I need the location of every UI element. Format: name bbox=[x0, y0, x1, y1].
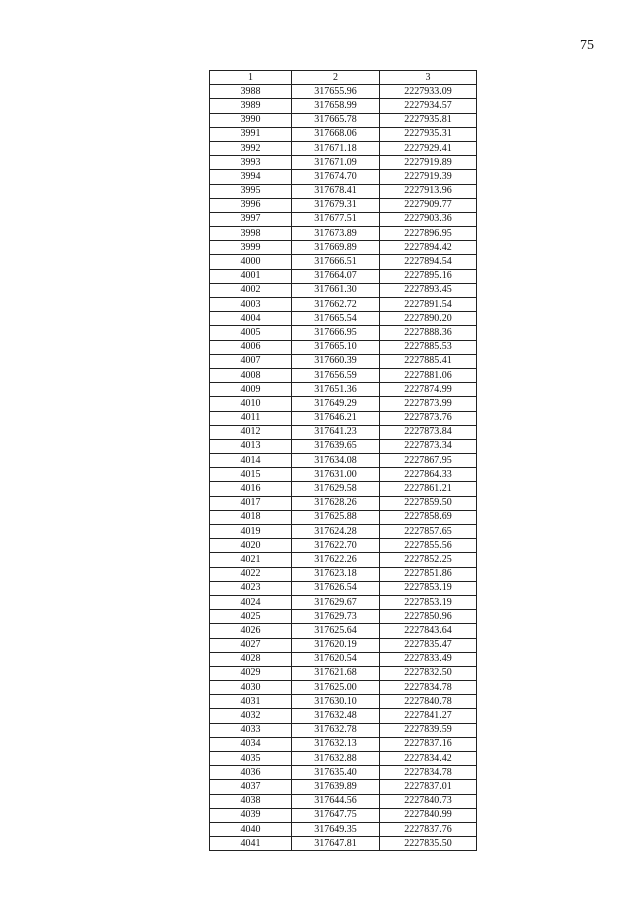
x-coordinate-cell: 317639.89 bbox=[292, 780, 380, 794]
x-coordinate-cell: 317662.72 bbox=[292, 298, 380, 312]
table-row bbox=[210, 312, 477, 326]
table-row bbox=[210, 581, 477, 595]
point-number-cell: 4025 bbox=[210, 610, 292, 624]
point-number-cell: 4015 bbox=[210, 468, 292, 482]
y-coordinate-cell: 2227834.42 bbox=[380, 752, 477, 766]
point-number-cell: 4005 bbox=[210, 326, 292, 340]
point-number-cell: 4020 bbox=[210, 539, 292, 553]
x-coordinate-cell: 317634.08 bbox=[292, 454, 380, 468]
point-number-cell: 4003 bbox=[210, 298, 292, 312]
column-header-1: 1 bbox=[210, 71, 292, 85]
table-row bbox=[210, 553, 477, 567]
x-coordinate-cell: 317641.23 bbox=[292, 425, 380, 439]
y-coordinate-cell: 2227929.41 bbox=[380, 141, 477, 155]
point-number-cell: 4039 bbox=[210, 808, 292, 822]
x-coordinate-cell: 317673.89 bbox=[292, 227, 380, 241]
point-number-cell: 4034 bbox=[210, 737, 292, 751]
x-coordinate-cell: 317658.99 bbox=[292, 99, 380, 113]
point-number-cell: 4012 bbox=[210, 425, 292, 439]
y-coordinate-cell: 2227858.69 bbox=[380, 510, 477, 524]
y-coordinate-cell: 2227919.89 bbox=[380, 156, 477, 170]
table-row bbox=[210, 184, 477, 198]
x-coordinate-cell: 317644.56 bbox=[292, 794, 380, 808]
point-number-cell: 4027 bbox=[210, 638, 292, 652]
table-row bbox=[210, 298, 477, 312]
x-coordinate-cell: 317660.39 bbox=[292, 354, 380, 368]
y-coordinate-cell: 2227885.53 bbox=[380, 340, 477, 354]
table-row bbox=[210, 368, 477, 382]
point-number-cell: 4010 bbox=[210, 397, 292, 411]
x-coordinate-cell: 317668.06 bbox=[292, 127, 380, 141]
table-row bbox=[210, 411, 477, 425]
point-number-cell: 4026 bbox=[210, 624, 292, 638]
point-number-cell: 4018 bbox=[210, 510, 292, 524]
x-coordinate-cell: 317629.73 bbox=[292, 610, 380, 624]
table-row bbox=[210, 709, 477, 723]
point-number-cell: 3994 bbox=[210, 170, 292, 184]
y-coordinate-cell: 2227903.36 bbox=[380, 212, 477, 226]
point-number-cell: 4004 bbox=[210, 312, 292, 326]
point-number-cell: 4031 bbox=[210, 695, 292, 709]
x-coordinate-cell: 317635.40 bbox=[292, 766, 380, 780]
x-coordinate-cell: 317674.70 bbox=[292, 170, 380, 184]
x-coordinate-cell: 317647.75 bbox=[292, 808, 380, 822]
x-coordinate-cell: 317626.54 bbox=[292, 581, 380, 595]
point-number-cell: 3999 bbox=[210, 241, 292, 255]
table-row bbox=[210, 695, 477, 709]
y-coordinate-cell: 2227874.99 bbox=[380, 383, 477, 397]
point-number-cell: 4008 bbox=[210, 368, 292, 382]
y-coordinate-cell: 2227933.09 bbox=[380, 85, 477, 99]
point-number-cell: 4036 bbox=[210, 766, 292, 780]
table-row bbox=[210, 482, 477, 496]
point-number-cell: 4022 bbox=[210, 567, 292, 581]
table-row bbox=[210, 737, 477, 751]
table-row bbox=[210, 567, 477, 581]
table-body bbox=[210, 85, 477, 851]
point-number-cell: 4014 bbox=[210, 454, 292, 468]
table-row bbox=[210, 638, 477, 652]
x-coordinate-cell: 317620.54 bbox=[292, 652, 380, 666]
x-coordinate-cell: 317639.65 bbox=[292, 439, 380, 453]
table-row bbox=[210, 681, 477, 695]
table-row bbox=[210, 525, 477, 539]
table-row bbox=[210, 439, 477, 453]
x-coordinate-cell: 317622.70 bbox=[292, 539, 380, 553]
y-coordinate-cell: 2227919.39 bbox=[380, 170, 477, 184]
y-coordinate-cell: 2227867.95 bbox=[380, 454, 477, 468]
point-number-cell: 4007 bbox=[210, 354, 292, 368]
table-row bbox=[210, 624, 477, 638]
y-coordinate-cell: 2227833.49 bbox=[380, 652, 477, 666]
table-row bbox=[210, 283, 477, 297]
y-coordinate-cell: 2227840.99 bbox=[380, 808, 477, 822]
table-row bbox=[210, 766, 477, 780]
y-coordinate-cell: 2227895.16 bbox=[380, 269, 477, 283]
point-number-cell: 4006 bbox=[210, 340, 292, 354]
y-coordinate-cell: 2227935.81 bbox=[380, 113, 477, 127]
point-number-cell: 4038 bbox=[210, 794, 292, 808]
point-number-cell: 3997 bbox=[210, 212, 292, 226]
y-coordinate-cell: 2227835.50 bbox=[380, 837, 477, 851]
table-row bbox=[210, 425, 477, 439]
table-row bbox=[210, 156, 477, 170]
table-row bbox=[210, 340, 477, 354]
column-header-2: 2 bbox=[292, 71, 380, 85]
y-coordinate-cell: 2227853.19 bbox=[380, 595, 477, 609]
table-row bbox=[210, 170, 477, 184]
x-coordinate-cell: 317624.28 bbox=[292, 525, 380, 539]
y-coordinate-cell: 2227837.16 bbox=[380, 737, 477, 751]
x-coordinate-cell: 317656.59 bbox=[292, 368, 380, 382]
table-row bbox=[210, 212, 477, 226]
y-coordinate-cell: 2227840.73 bbox=[380, 794, 477, 808]
point-number-cell: 4028 bbox=[210, 652, 292, 666]
table-row bbox=[210, 752, 477, 766]
x-coordinate-cell: 317664.07 bbox=[292, 269, 380, 283]
point-number-cell: 4001 bbox=[210, 269, 292, 283]
y-coordinate-cell: 2227894.54 bbox=[380, 255, 477, 269]
point-number-cell: 4033 bbox=[210, 723, 292, 737]
y-coordinate-cell: 2227890.20 bbox=[380, 312, 477, 326]
y-coordinate-cell: 2227873.84 bbox=[380, 425, 477, 439]
point-number-cell: 4000 bbox=[210, 255, 292, 269]
table-row bbox=[210, 383, 477, 397]
point-number-cell: 4002 bbox=[210, 283, 292, 297]
table-row bbox=[210, 794, 477, 808]
x-coordinate-cell: 317649.35 bbox=[292, 822, 380, 836]
point-number-cell: 4030 bbox=[210, 681, 292, 695]
x-coordinate-cell: 317665.10 bbox=[292, 340, 380, 354]
y-coordinate-cell: 2227850.96 bbox=[380, 610, 477, 624]
x-coordinate-cell: 317621.68 bbox=[292, 666, 380, 680]
table-row bbox=[210, 127, 477, 141]
coordinates-table bbox=[209, 70, 477, 851]
x-coordinate-cell: 317665.54 bbox=[292, 312, 380, 326]
x-coordinate-cell: 317630.10 bbox=[292, 695, 380, 709]
x-coordinate-cell: 317666.51 bbox=[292, 255, 380, 269]
point-number-cell: 3992 bbox=[210, 141, 292, 155]
y-coordinate-cell: 2227839.59 bbox=[380, 723, 477, 737]
point-number-cell: 4032 bbox=[210, 709, 292, 723]
y-coordinate-cell: 2227864.33 bbox=[380, 468, 477, 482]
y-coordinate-cell: 2227934.57 bbox=[380, 99, 477, 113]
x-coordinate-cell: 317677.51 bbox=[292, 212, 380, 226]
x-coordinate-cell: 317679.31 bbox=[292, 198, 380, 212]
table-row bbox=[210, 780, 477, 794]
table-row bbox=[210, 610, 477, 624]
y-coordinate-cell: 2227935.31 bbox=[380, 127, 477, 141]
y-coordinate-cell: 2227837.76 bbox=[380, 822, 477, 836]
x-coordinate-cell: 317632.48 bbox=[292, 709, 380, 723]
y-coordinate-cell: 2227861.21 bbox=[380, 482, 477, 496]
table-row bbox=[210, 397, 477, 411]
table-row bbox=[210, 723, 477, 737]
y-coordinate-cell: 2227855.56 bbox=[380, 539, 477, 553]
table-row bbox=[210, 454, 477, 468]
point-number-cell: 4029 bbox=[210, 666, 292, 680]
y-coordinate-cell: 2227893.45 bbox=[380, 283, 477, 297]
y-coordinate-cell: 2227873.34 bbox=[380, 439, 477, 453]
point-number-cell: 4013 bbox=[210, 439, 292, 453]
table-row bbox=[210, 496, 477, 510]
x-coordinate-cell: 317625.64 bbox=[292, 624, 380, 638]
point-number-cell: 3995 bbox=[210, 184, 292, 198]
table-row bbox=[210, 468, 477, 482]
table-row bbox=[210, 99, 477, 113]
x-coordinate-cell: 317678.41 bbox=[292, 184, 380, 198]
x-coordinate-cell: 317669.89 bbox=[292, 241, 380, 255]
y-coordinate-cell: 2227834.78 bbox=[380, 681, 477, 695]
point-number-cell: 4041 bbox=[210, 837, 292, 851]
y-coordinate-cell: 2227840.78 bbox=[380, 695, 477, 709]
table-row bbox=[210, 539, 477, 553]
x-coordinate-cell: 317661.30 bbox=[292, 283, 380, 297]
x-coordinate-cell: 317647.81 bbox=[292, 837, 380, 851]
x-coordinate-cell: 317671.18 bbox=[292, 141, 380, 155]
y-coordinate-cell: 2227837.01 bbox=[380, 780, 477, 794]
table-row bbox=[210, 354, 477, 368]
point-number-cell: 4024 bbox=[210, 595, 292, 609]
y-coordinate-cell: 2227909.77 bbox=[380, 198, 477, 212]
x-coordinate-cell: 317625.88 bbox=[292, 510, 380, 524]
y-coordinate-cell: 2227891.54 bbox=[380, 298, 477, 312]
point-number-cell: 4019 bbox=[210, 525, 292, 539]
point-number-cell: 4009 bbox=[210, 383, 292, 397]
point-number-cell: 4021 bbox=[210, 553, 292, 567]
y-coordinate-cell: 2227834.78 bbox=[380, 766, 477, 780]
point-number-cell: 4023 bbox=[210, 581, 292, 595]
table-row bbox=[210, 269, 477, 283]
x-coordinate-cell: 317623.18 bbox=[292, 567, 380, 581]
point-number-cell: 3991 bbox=[210, 127, 292, 141]
y-coordinate-cell: 2227896.95 bbox=[380, 227, 477, 241]
table-row bbox=[210, 113, 477, 127]
table-row bbox=[210, 255, 477, 269]
y-coordinate-cell: 2227881.06 bbox=[380, 368, 477, 382]
page-number: 75 bbox=[580, 38, 594, 53]
y-coordinate-cell: 2227859.50 bbox=[380, 496, 477, 510]
x-coordinate-cell: 317620.19 bbox=[292, 638, 380, 652]
x-coordinate-cell: 317632.78 bbox=[292, 723, 380, 737]
x-coordinate-cell: 317628.26 bbox=[292, 496, 380, 510]
y-coordinate-cell: 2227835.47 bbox=[380, 638, 477, 652]
table-row bbox=[210, 822, 477, 836]
x-coordinate-cell: 317629.58 bbox=[292, 482, 380, 496]
point-number-cell: 3998 bbox=[210, 227, 292, 241]
point-number-cell: 4037 bbox=[210, 780, 292, 794]
y-coordinate-cell: 2227873.76 bbox=[380, 411, 477, 425]
x-coordinate-cell: 317649.29 bbox=[292, 397, 380, 411]
table-row bbox=[210, 666, 477, 680]
table-row bbox=[210, 510, 477, 524]
table-row bbox=[210, 652, 477, 666]
table-row bbox=[210, 326, 477, 340]
point-number-cell: 3996 bbox=[210, 198, 292, 212]
point-number-cell: 4035 bbox=[210, 752, 292, 766]
y-coordinate-cell: 2227873.99 bbox=[380, 397, 477, 411]
y-coordinate-cell: 2227885.41 bbox=[380, 354, 477, 368]
point-number-cell: 4016 bbox=[210, 482, 292, 496]
y-coordinate-cell: 2227888.36 bbox=[380, 326, 477, 340]
x-coordinate-cell: 317666.95 bbox=[292, 326, 380, 340]
x-coordinate-cell: 317625.00 bbox=[292, 681, 380, 695]
table-row bbox=[210, 227, 477, 241]
column-header-3: 3 bbox=[380, 71, 477, 85]
x-coordinate-cell: 317622.26 bbox=[292, 553, 380, 567]
y-coordinate-cell: 2227894.42 bbox=[380, 241, 477, 255]
table-row bbox=[210, 241, 477, 255]
x-coordinate-cell: 317631.00 bbox=[292, 468, 380, 482]
y-coordinate-cell: 2227852.25 bbox=[380, 553, 477, 567]
x-coordinate-cell: 317646.21 bbox=[292, 411, 380, 425]
point-number-cell: 4040 bbox=[210, 822, 292, 836]
x-coordinate-cell: 317651.36 bbox=[292, 383, 380, 397]
x-coordinate-cell: 317655.96 bbox=[292, 85, 380, 99]
y-coordinate-cell: 2227841.27 bbox=[380, 709, 477, 723]
table-row bbox=[210, 85, 477, 99]
y-coordinate-cell: 2227857.65 bbox=[380, 525, 477, 539]
point-number-cell: 3989 bbox=[210, 99, 292, 113]
table-row bbox=[210, 198, 477, 212]
point-number-cell: 4017 bbox=[210, 496, 292, 510]
x-coordinate-cell: 317632.13 bbox=[292, 737, 380, 751]
x-coordinate-cell: 317632.88 bbox=[292, 752, 380, 766]
table-row bbox=[210, 837, 477, 851]
point-number-cell: 3993 bbox=[210, 156, 292, 170]
table-row bbox=[210, 808, 477, 822]
x-coordinate-cell: 317665.78 bbox=[292, 113, 380, 127]
point-number-cell: 4011 bbox=[210, 411, 292, 425]
x-coordinate-cell: 317629.67 bbox=[292, 595, 380, 609]
header-row bbox=[210, 71, 477, 85]
table-row bbox=[210, 595, 477, 609]
x-coordinate-cell: 317671.09 bbox=[292, 156, 380, 170]
point-number-cell: 3990 bbox=[210, 113, 292, 127]
y-coordinate-cell: 2227851.86 bbox=[380, 567, 477, 581]
y-coordinate-cell: 2227832.50 bbox=[380, 666, 477, 680]
y-coordinate-cell: 2227853.19 bbox=[380, 581, 477, 595]
y-coordinate-cell: 2227913.96 bbox=[380, 184, 477, 198]
y-coordinate-cell: 2227843.64 bbox=[380, 624, 477, 638]
point-number-cell: 3988 bbox=[210, 85, 292, 99]
table-row bbox=[210, 141, 477, 155]
